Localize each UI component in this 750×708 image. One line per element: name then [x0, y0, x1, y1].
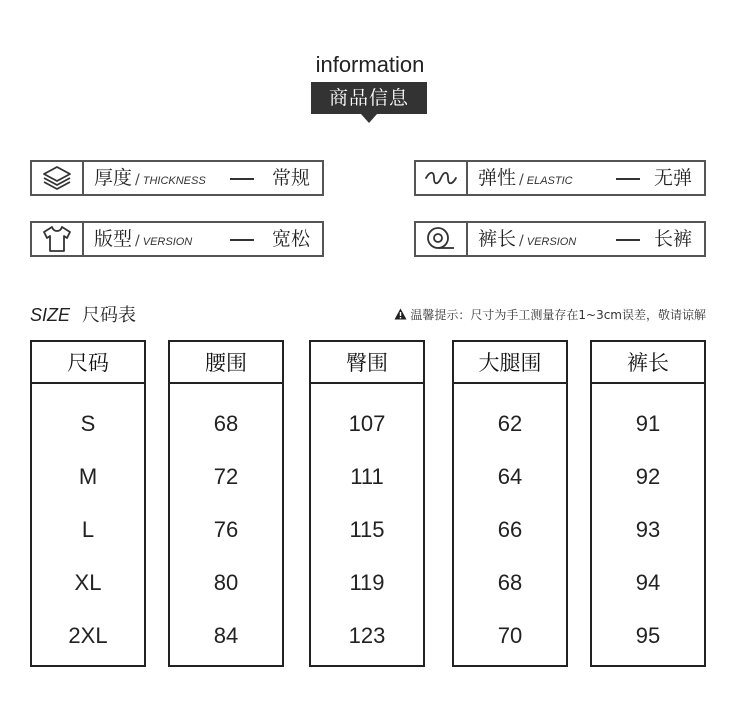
column-header: 臀围 [311, 342, 423, 384]
column-header: 大腿围 [454, 342, 566, 384]
size-column [30, 340, 146, 667]
table-cell: 94 [635, 570, 661, 595]
attr-dash [230, 178, 254, 180]
measurement-notice: 温馨提示：尺寸为手工测量存在1~3cm误差，敬请谅解 [394, 306, 706, 323]
attr-label: 版型 / VERSION [94, 228, 193, 250]
layers-icon [32, 162, 84, 194]
attr-value: 长裤 [653, 228, 692, 250]
attr-fit [30, 221, 324, 257]
column-header: 裤长 [592, 342, 704, 384]
table-cell: 64 [497, 464, 523, 489]
table-cell: 115 [349, 517, 385, 542]
length-column [590, 340, 706, 667]
attr-dash [616, 239, 640, 241]
info-tag: 商品信息 [311, 82, 427, 114]
table-cell: 76 [213, 517, 239, 542]
info-title: information [315, 52, 425, 77]
attr-value: 无弹 [653, 167, 692, 189]
table-cell: 119 [349, 570, 385, 595]
table-cell: 68 [497, 570, 523, 595]
attr-length [414, 221, 706, 257]
attr-dash [616, 178, 640, 180]
table-cell: 107 [348, 411, 386, 436]
table-cell: 72 [213, 464, 239, 489]
table-cell: XL [74, 570, 102, 595]
table-cell: L [81, 517, 95, 542]
tshirt-icon [32, 223, 84, 255]
column-header: 腰围 [170, 342, 282, 384]
table-cell: 92 [635, 464, 661, 489]
waist-column [168, 340, 284, 667]
table-cell: 66 [497, 517, 523, 542]
attr-value: 宽松 [271, 228, 310, 250]
attr-label: 弹性 / ELASTIC [478, 167, 573, 189]
table-cell: 80 [213, 570, 239, 595]
attr-dash [230, 239, 254, 241]
table-cell: 2XL [68, 623, 108, 648]
attr-value: 常规 [271, 167, 310, 189]
attr-label: 厚度 / THICKNESS [94, 167, 206, 189]
hip-column [309, 340, 425, 667]
attr-thickness [30, 160, 324, 196]
table-cell: M [78, 464, 98, 489]
table-cell: 93 [635, 517, 661, 542]
warning-icon [394, 308, 407, 323]
table-cell: 70 [497, 623, 523, 648]
attr-label: 裤长 / VERSION [478, 228, 577, 250]
column-header: 尺码 [32, 342, 144, 384]
table-cell: 91 [635, 411, 661, 436]
tape-measure-icon [416, 223, 468, 255]
thigh-column [452, 340, 568, 667]
spring-icon [416, 162, 468, 194]
table-cell: 95 [635, 623, 661, 648]
table-cell: 84 [213, 623, 239, 648]
table-cell: S [80, 411, 96, 436]
table-cell: 68 [213, 411, 239, 436]
table-cell: 123 [348, 623, 386, 648]
table-cell: 111 [350, 464, 384, 489]
table-cell: 62 [497, 411, 523, 436]
attr-elastic [414, 160, 706, 196]
size-table-heading: SIZE 尺码表 [30, 305, 137, 326]
